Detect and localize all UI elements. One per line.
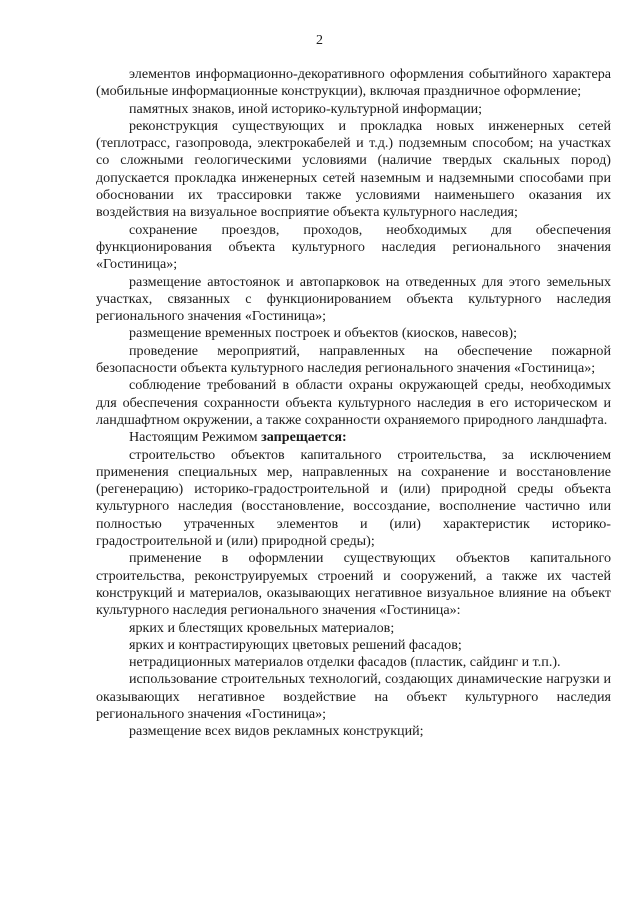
prohibition-facade-materials: применение в оформлении существующих объектов капитального строительства, реконструируемых строений и сооружений, а также их частей конструкций и материалов, оказывающих негативное визуальное влияние на объект культурного наследия регионального значения «Гостиница»: — [96, 550, 611, 619]
paragraph-fire-safety: проведение мероприятий, направленных на обеспечение пожарной безопасности объекта культурного наследия регионального значения «Гостиница»; — [96, 342, 611, 377]
prohibition-heading — [96, 429, 611, 446]
paragraph-environment: соблюдение требований в области охраны окружающей среды, необходимых для обеспечения сохранности объекта культурного наследия в его историческом и ландшафтном окружении, а также сохранности охраняемого природного ландшафта. — [96, 377, 611, 428]
prohibition-dynamic-loads: использование строительных технологий, создающих динамические нагрузки и оказывающих негативное воздействие на объект культурного наследия регионального значения «Гостиница»; — [96, 671, 611, 722]
paragraph-driveways: сохранение проездов, проходов, необходимых для обеспечения функционирования объекта культурного наследия регионального значения «Гостиница»; — [96, 221, 611, 273]
prohibition-color-solutions: ярких и контрастирующих цветовых решений фасадов; — [129, 636, 462, 653]
paragraph-engineering-networks: реконструкция существующих и прокладка новых инженерных сетей (теплотрасс, газопровода, электрокабелей и т.д.) подземным способом; на участках со сложными геологическими условиями (наличие твердых скальных пород) допускается прокладка инженерных сетей наземным и надземными способами при обосновании их трассировки также условиями наименьшего оказания их воздействия на визуальное восприятие объекта культурного наследия; — [96, 117, 611, 221]
prohibition-advertising: размещение всех видов рекламных конструкций; — [129, 723, 424, 740]
prohibition-nontraditional-finishes: нетрадиционных материалов отделки фасадов (пластик, сайдинг и т.п.). — [129, 654, 561, 671]
paragraph-memorial-signs: памятных знаков, иной историко-культурной информации; — [129, 100, 483, 117]
paragraph-decorative-elements: элементов информационно-декоративного оформления событийного характера (мобильные информационные конструкции), включая праздничное оформление; — [96, 66, 611, 100]
paragraph-temporary-buildings: размещение временных построек и объектов (киосков, навесов); — [129, 325, 517, 342]
prohibition-heading-emphasis: запрещается: — [261, 429, 347, 446]
page-number: 2 — [316, 33, 323, 48]
document-body — [96, 66, 611, 741]
paragraph-parking: размещение автостоянок и автопарковок на отведенных для этого земельных участках, связанных с функционированием объекта культурного наследия регионального значения «Гостиница»; — [96, 273, 611, 325]
prohibition-heading-lead: Настоящим Режимом — [129, 429, 262, 446]
prohibition-capital-construction: строительство объектов капитального строительства, за исключением применения специальных мер, направленных на сохранение и восстановление (регенерацию) историко-градостроительной и (или) природной среды объекта культурного наследия (восстановление, воссоздание, восполнение частично или полностью утраченных элементов и (или) характеристик историко-градостроительной и (или) природной среды); — [96, 446, 611, 550]
prohibition-roofing: ярких и блестящих кровельных материалов; — [129, 619, 395, 636]
